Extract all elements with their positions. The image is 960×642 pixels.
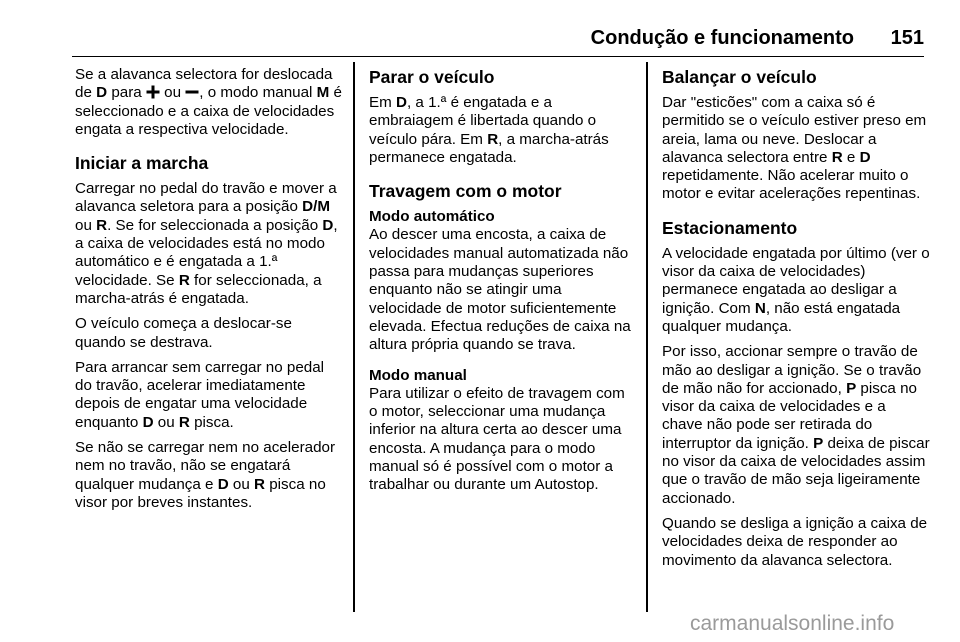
subheading-automatic-mode: Modo automático — [369, 208, 495, 226]
header-title: Condução e funcionamento — [590, 27, 854, 49]
manual-mode-paragraph: Para utilizar o efeito de travagem com o motor, seleccionar uma mudança inferior na altura certa ao descer uma encosta. A mudança para o modo manual só é possível com o motor a trabalhar ou durante um Autostop. — [369, 384, 625, 494]
section-heading-start: Iniciar a marcha — [75, 153, 209, 174]
column-middle — [369, 66, 634, 502]
start-paragraph-2: O veículo começa a deslocar-se quando se destrava. — [75, 315, 292, 351]
column-left — [75, 66, 345, 519]
page-header — [72, 22, 924, 57]
intro-paragraph: Se a alavanca selectora for deslocada de D para ou , o modo manual M é seleccionado e a caixa de velocidades engata a respectiva velocidade. — [75, 66, 342, 138]
page-number: 151 — [890, 27, 924, 49]
start-paragraph-3: Para arrancar sem carregar no pedal do travão, acelerar imediatamente depois de engatar uma velocidade enquanto D ou R pisca. — [75, 358, 325, 431]
plus-icon — [146, 85, 160, 99]
section-heading-engine-braking: Travagem com o motor — [369, 181, 562, 202]
rocking-paragraph: Dar "esticões" com a caixa só é permitido se o veículo estiver preso em areia, lama ou neve. Deslocar a alavanca selectora entre R e D repetidamente. Não acelerar muito o motor e evitar acelerações repentinas. — [662, 94, 927, 203]
minus-icon — [185, 85, 199, 99]
parking-paragraph-1: A velocidade engatada por último (ver o visor da caixa de velocidades) permanece engatada ao desligar a ignição. Com N, não está engatada qualquer mudança. — [662, 244, 930, 335]
column-divider — [353, 62, 355, 612]
automatic-mode-paragraph: Ao descer uma encosta, a caixa de velocidades manual automatizada não passa para mudanças superiores enquanto não se atingir uma velocidade de motor suficientemente elevada. Efectua reduções de caixa na altura própria quando se trava. — [369, 226, 631, 354]
start-paragraph-1: Carregar no pedal do travão e mover a alavanca seletora para a posição D/M ou R. Se for seleccionada a posição D, a caixa de velocidades está no modo automático e é engatada a 1.ª velocidade. Se R for seleccionada, a marcha-atrás é engatada. — [75, 180, 338, 307]
section-heading-stop: Parar o veículo — [369, 67, 495, 87]
subheading-manual-mode: Modo manual — [369, 366, 467, 384]
section-heading-parking: Estacionamento — [662, 217, 798, 238]
parking-paragraph-2: Por isso, accionar sempre o travão de mão ao desligar a ignição. Se o travão de mão não for accionado, P pisca no visor da caixa de velocidades e a chave não pode ser retirada do interruptor da ignição. P deixa de piscar no visor da caixa de velocidades assim que o travão de mão seja ligeiramente accionado. — [662, 343, 930, 507]
stop-paragraph: Em D, a 1.ª é engatada e a embraiagem é libertada quando o veículo pára. Em R, a marcha-atrás permanece engatada. — [369, 94, 609, 166]
parking-paragraph-3: Quando se desliga a ignição a caixa de velocidades deixa de responder ao movimento da alavanca selectora. — [662, 514, 928, 569]
column-divider — [646, 62, 648, 612]
section-heading-rocking: Balançar o veículo — [662, 67, 817, 87]
start-paragraph-4: Se não se carregar nem no acelerador nem no travão, não se engatará qualquer mudança e D ou R pisca no visor por breves instantes. — [75, 439, 336, 511]
column-right — [662, 66, 930, 577]
watermark: carmanualsonline.info — [690, 612, 895, 635]
